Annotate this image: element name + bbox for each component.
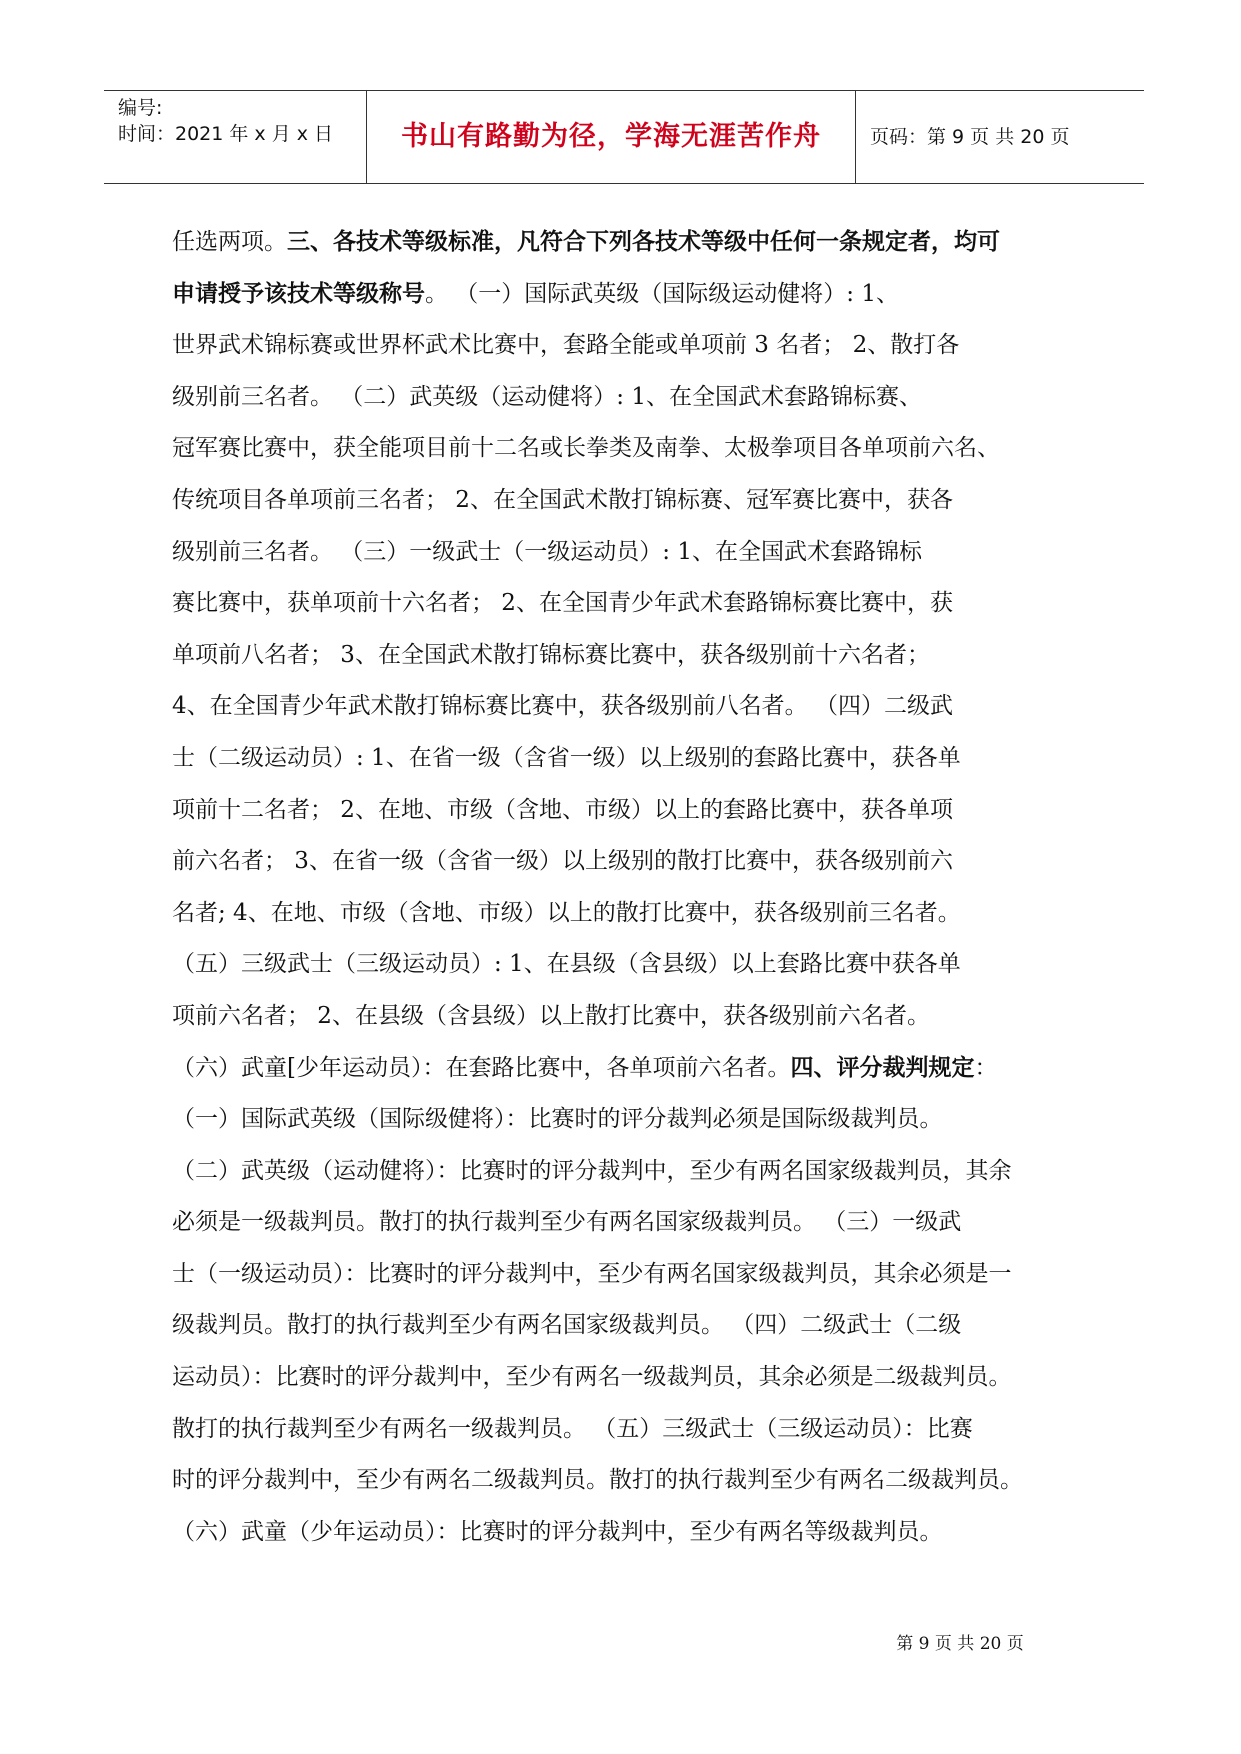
bold-heading-text: 申请授予该技术等级称号 bbox=[172, 280, 425, 307]
body-text-segment: （二）武英级（运动健将）：比赛时的评分裁判中，至少有两名国家级裁判员，其余 bbox=[172, 1157, 1012, 1184]
body-line bbox=[172, 681, 1072, 733]
body-text-segment: （六）武童[少年运动员）：在套路比赛中，各单项前六名者。 bbox=[172, 1054, 791, 1081]
body-line bbox=[172, 475, 1072, 527]
body-line bbox=[172, 785, 1072, 837]
body-line bbox=[172, 1352, 1072, 1404]
body-line bbox=[172, 836, 1072, 888]
body-text-segment: 项前十二名者； 2、在地、市级（含地、市级）以上的套路比赛中，获各单项 bbox=[172, 796, 953, 823]
body-text-segment: 时的评分裁判中，至少有两名二级裁判员。散打的执行裁判至少有两名二级裁判员。 bbox=[172, 1467, 1023, 1494]
body-line bbox=[172, 527, 1072, 579]
body-line bbox=[172, 1404, 1072, 1456]
header-meta-cell bbox=[104, 91, 367, 183]
body-line bbox=[172, 1507, 1072, 1559]
body-line bbox=[172, 217, 1072, 269]
bold-heading-text: 三、各技术等级标准，凡符合下列各技术等级中任何一条规定者，均可 bbox=[287, 229, 1000, 255]
body-line bbox=[172, 1043, 1072, 1095]
body-text-segment: 冠军赛比赛中，获全能项目前十二名或长拳类及南拳、太极拳项目各单项前六名、 bbox=[172, 435, 1000, 462]
header-motto: 书山有路勤为径，学海无涯苦作舟 bbox=[401, 121, 821, 152]
body-line bbox=[172, 888, 1072, 940]
body-text-segment: 。 （一）国际武英级（国际级运动健将）: 1、 bbox=[425, 280, 900, 307]
body-text-segment: 世界武术锦标赛或世界杯武术比赛中，套路全能或单项前 3 名者； 2、散打各 bbox=[172, 332, 960, 359]
body-line bbox=[172, 1300, 1072, 1352]
body-text-segment: 级裁判员。散打的执行裁判至少有两名国家级裁判员。 （四）二级武士（二级 bbox=[172, 1312, 962, 1339]
body-line bbox=[172, 1249, 1072, 1301]
body-text-segment: 传统项目各单项前三名者； 2、在全国武术散打锦标赛、冠军赛比赛中，获各 bbox=[172, 486, 953, 513]
body-text-segment: 必须是一级裁判员。散打的执行裁判至少有两名国家级裁判员。 （三）一级武 bbox=[172, 1209, 962, 1236]
body-line bbox=[172, 578, 1072, 630]
body-text-segment: 4、在全国青少年武术散打锦标赛比赛中，获各级别前八名者。 （四）二级武 bbox=[172, 693, 953, 720]
body-text-segment: ： bbox=[974, 1054, 998, 1081]
document-date-label: 时间：2021 年 x 月 x 日 bbox=[118, 123, 334, 145]
body-text-segment: 名者; 4、在地、市级（含地、市级）以上的散打比赛中，获各级别前三名者。 bbox=[172, 899, 961, 926]
body-text-segment: 散打的执行裁判至少有两名一级裁判员。 （五）三级武士（三级运动员）：比赛 bbox=[172, 1415, 973, 1442]
body-line bbox=[172, 320, 1072, 372]
document-body bbox=[172, 217, 1072, 1558]
body-line bbox=[172, 630, 1072, 682]
body-text-segment: （六）武童（少年运动员）：比赛时的评分裁判中，至少有两名等级裁判员。 bbox=[172, 1518, 943, 1545]
document-number-label: 编号: bbox=[118, 97, 163, 119]
body-line bbox=[172, 1094, 1072, 1146]
body-text-segment: （五）三级武士（三级运动员）: 1、在县级（含县级）以上套路比赛中获各单 bbox=[172, 951, 961, 978]
body-line bbox=[172, 423, 1072, 475]
header-page-info: 页码：第 9 页 共 20 页 bbox=[870, 126, 1070, 148]
body-text-segment: 士（二级运动员）: 1、在省一级（含省一级）以上级别的套路比赛中，获各单 bbox=[172, 744, 961, 771]
body-text-segment: 级别前三名者。 （二）武英级（运动健将）: 1、在全国武术套路锦标赛、 bbox=[172, 383, 923, 410]
body-text-segment: 赛比赛中，获单项前十六名者； 2、在全国青少年武术套路锦标赛比赛中，获 bbox=[172, 590, 953, 617]
body-line bbox=[172, 991, 1072, 1043]
header-page-cell bbox=[856, 91, 1144, 183]
body-line bbox=[172, 733, 1072, 785]
body-line bbox=[172, 939, 1072, 991]
body-text-segment: 级别前三名者。 （三）一级武士（一级运动员）: 1、在全国武术套路锦标 bbox=[172, 538, 923, 565]
body-text-segment: 运动员）：比赛时的评分裁判中，至少有两名一级裁判员，其余必须是二级裁判员。 bbox=[172, 1364, 1012, 1391]
body-text-segment: 项前六名者； 2、在县级（含县级）以上散打比赛中，获各级别前六名者。 bbox=[172, 1002, 930, 1029]
page-footer-number: 第 9 页 共 20 页 bbox=[896, 1634, 1024, 1654]
body-text-segment: 任选两项。 bbox=[172, 229, 287, 255]
body-line bbox=[172, 1146, 1072, 1198]
body-text-segment: 单项前八名者； 3、在全国武术散打锦标赛比赛中，获各级别前十六名者； bbox=[172, 641, 930, 668]
body-line bbox=[172, 1455, 1072, 1507]
body-line bbox=[172, 269, 1072, 321]
page-header bbox=[104, 90, 1144, 184]
header-motto-cell bbox=[367, 91, 856, 183]
body-line bbox=[172, 372, 1072, 424]
body-text-segment: （一）国际武英级（国际级健将）：比赛时的评分裁判必须是国际级裁判员。 bbox=[172, 1106, 943, 1133]
body-line bbox=[172, 1197, 1072, 1249]
body-text-segment: 士（一级运动员）：比赛时的评分裁判中，至少有两名国家级裁判员，其余必须是一 bbox=[172, 1260, 1012, 1287]
body-text-segment: 前六名者； 3、在省一级（含省一级）以上级别的散打比赛中，获各级别前六 bbox=[172, 848, 953, 875]
bold-heading-text: 四、评分裁判规定 bbox=[790, 1054, 975, 1081]
